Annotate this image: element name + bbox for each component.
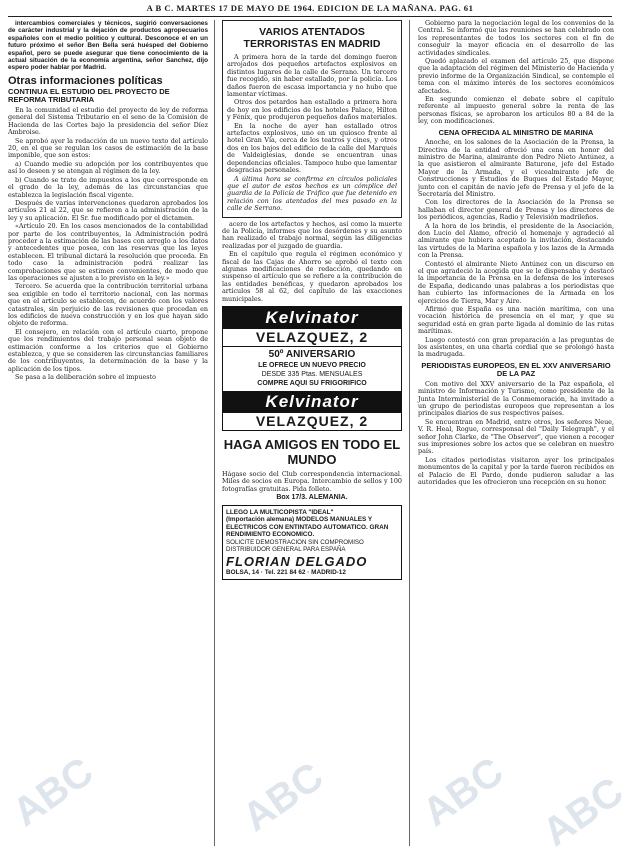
column-divider-2 — [409, 20, 410, 846]
paragraph: Después de varias intervenciones quedaron aprobados los artículos 21 al 22, que se refieren a la administración de la ley y su aplicación. El Sr. fue modificado por el dictamen. — [8, 198, 208, 222]
kelvinator-logo: Kelvinator — [223, 307, 401, 329]
paragraph: acero de los artefactos y hechos, así como la muerte de la Policía, informes que los desórdenes y su asunto han realizado el trabajo normal, según las diligencias realizadas por el juzgado de guardia. — [222, 219, 402, 250]
ad-demo: SOLICITE DEMOSTRACION SIN COMPROMISO — [226, 539, 364, 546]
paragraph: Los citados periodistas visitaron ayer los principales monumentos de la capital y por la tarde fueron recibidos en el Palacio de El Pardo, donde pudieron saludar a las autoridades que les ofrecieron una recepción en su honor. — [418, 455, 614, 486]
abc-watermark: ABC — [414, 749, 512, 835]
ad-price: DESDE 335 Ptas. MENSUALES — [261, 371, 363, 378]
column-divider-1 — [214, 20, 215, 846]
article-title-dinner: CENA OFRECIDA AL MINISTRO DE MARINA — [438, 127, 594, 137]
ad-address: VELAZQUEZ, 2 — [255, 413, 369, 429]
column-3 — [418, 20, 614, 848]
paragraph: Luego contestó con gran preparación a las preguntas de los asistentes, en una charla cordial que se prolongó hasta la madrugada. — [418, 335, 614, 359]
ad-description: (Importación alemana) MODELOS MANUALES Y ELECTRICOS CON ENTINTADO AUTOMATICO. GRAN RENDIMIENTO ECONOMICO. — [226, 516, 389, 539]
ad-cta: COMPRE AQUI SU FRIGORIFICO — [257, 380, 367, 387]
multicopista-advertisement — [222, 505, 402, 581]
column-1 — [8, 20, 208, 848]
abc-watermark: ABC — [234, 754, 332, 840]
kelvinator-logo: Kelvinator — [223, 391, 401, 413]
abc-watermark: ABC — [4, 749, 102, 835]
paragraph: En la comunidad el estudio del proyecto de ley de reforma general del Sistema Tributario en el seno de la Comisión de Hacienda de las Cortes bajo la presidencia del señor Díez Ambroise. — [8, 106, 208, 137]
paragraph: Con motivo del XXV aniversario de la Paz española, el ministro de Información y Turismo, como presidente de la Junta Interministerial de la Conmemoración, ha invitado a un grupo de periodistas europeos que representan a los principales diarios de sus respectivos países. — [418, 379, 614, 418]
paragraph: Gobierno para la negociación legal de los convenios de la Central. Se informó que las reuniones se han celebrado con los representantes de todos los sectores con el fin de conseguir la mayor eficacia en el desarrollo de las actividades sindicales. — [418, 19, 614, 57]
box-title: VARIOS ATENTADOS TERRORISTAS EN MADRID — [243, 26, 381, 50]
article-subtitle: CONTINUA EL ESTUDIO DEL PROYECTO DE REFORMA TRIBUTARIA — [8, 86, 170, 105]
ad-address: VELAZQUEZ, 2 — [223, 329, 401, 347]
header-rule — [8, 16, 612, 17]
abc-watermark: ABC — [534, 769, 632, 855]
intro-bold-paragraph: intercambios comerciales y técnicos, sugirió conversaciones de carácter industrial y la dejación de productos agropecuarios españoles con el medio político y cultural. Desconoce el en un futuro próximo el señor Ben Bella será huésped del Gobierno español, pero se puede asegurar que tiene conocimiento de la actual situación de la economía argentina, señor Sanchez, dijo espero poder hablar por Madrid. — [8, 20, 208, 72]
paragraph: Quedó aplazado el examen del artículo 25, que dispone que la adaptación del régimen del Ministerio de Hacienda y previo informe de la Organización Sindical, se contemple el tema con el máximo interés de los sectores económicos afectados. — [418, 57, 614, 95]
paragraph: En la noche de ayer han estallado otros artefactos explosivos, uno en un quiosco frente al hotel Gran Vía, cerca de los teatros y cines, y otros dos en los bajos del edificio de la calle del Marqués de Valdeiglesias, donde se encuentran unas dependencias oficiales. Tampoco hubo que lamentar desgracias personales. — [227, 121, 397, 175]
paragraph: a) Cuando medie su adopción por los contribuyentes que así lo deseen y se atengan al régimen de la ley. — [8, 159, 208, 176]
paragraph: Otros dos petardos han estallado a primera hora de hoy en los edificios de los hoteles Palace, Hilton y Fénix, que produjeron pequeños daños materiales. — [227, 98, 397, 122]
paragraph: En el capítulo que regula el régimen económico y fiscal de las Cajas de Ahorro se aprobó el texto con algunas modificaciones de redacción, quedando en suspenso el artículo que se refiere a la contribución de las entidades benéficas, y quedaron aprobados los artículos 58 al 62, del capítulo de las exacciones municipales. — [222, 250, 402, 303]
ad-company-name: FLORIAN DELGADO — [226, 553, 368, 569]
paragraph: Anoche, en los salones de la Asociación de la Prensa, la Directiva de la entidad ofreció una cena en honor del ministro de Marina, almirante don Pedro Nieto Antúnez, a la que asistieron el almirante Baturone, jefe del Estado Mayor de la Armada, y el vicealmirante jefe de Construcciones y Estudios de Buques del Estado Mayor, junto con el capitán de navío jefe de Prensa y el jefe de la Secretaría del Ministro. — [418, 138, 614, 198]
column-2 — [222, 20, 402, 848]
club-ad-text: Hágase socio del Club correspondencia internacional. Miles de socios en Europa. Intercambio de sellos y 100 fotografías gratuitas. Pida folleto. — [222, 470, 402, 493]
ad-company-address: BOLSA, 14 · Tel. 221 84 62 · MADRID-12 — [226, 568, 346, 576]
paragraph: Contestó el almirante Nieto Antúnez con un discurso en el que agradeció la acogida que se le dispensaba y destacó la importancia de la Prensa en la defensa de los intereses de España, dedicando unas palabras a los periodistas que han cubierto las informaciones de la Armada en los ejercicios de Tierra, Mar y Aire. — [418, 259, 614, 305]
kelvinator-advertisement — [222, 306, 402, 431]
paragraph: En segundo comienzo el debate sobre el capítulo referente al impuesto general sobre la renta de las personas físicas, se aprobaron los artículos 80 a 84 de la ley, con modificaciones. — [418, 95, 614, 126]
paragraph: Se aprobó ayer la redacción de un nuevo texto del artículo 20, en el que se regulan los casos de estimación de la base imponible, que son estos: — [8, 136, 208, 160]
paragraph: b) Cuando se trate de impuestos a los que corresponde en el grado de la ley, además de las circunstancias que establezca la legislación fiscal vigente. — [8, 175, 208, 199]
paragraph: Afirmó que España es una nación marítima, con una vocación histórica de presencia en el mar, y que su seguridad está en gran parte ligada al dominio de las rutas marítimas. — [418, 305, 614, 336]
page-header: A B C. MARTES 17 DE MAYO DE 1964. EDICION DE LA MAÑANA. PAG. 61 — [146, 3, 474, 13]
paragraph: Se pasa a la deliberación sobre el impuesto — [15, 373, 156, 382]
ad-distributor: DISTRIBUIDOR GENERAL PARA ESPAÑA — [226, 546, 346, 554]
terrorist-attacks-box — [222, 20, 402, 218]
italic-note — [227, 176, 397, 213]
paragraph: Se encuentran en Madrid, entre otros, los señores Neue, V. R. Heal, Rogue, corresponsal del "Daily Telegraph", y el señor John Clarke, de "The Observer", que vienen a recoger sus impresiones sobre los actos que se celebran en nuestro país. — [418, 417, 614, 456]
paragraph: Con los directores de la Asociación de la Prensa se hallaban el director general de Prensa y los directores de los periódicos, agencias, Radio y Televisión madrileños. — [418, 198, 614, 222]
club-ad-address: Box 17/3. ALEMANIA. — [276, 494, 348, 502]
ad-headline: LLEGO LA MULTICOPISTA "IDEAL" — [226, 508, 334, 516]
paragraph: A primera hora de la tarde del domingo fueron arrojados dos pequeños artefactos explosivos en distintos lugares de la calle de Serrano. Un tercero fue recogido, sin haber estallado, por la policía. Los daños fueron de escasa importancia y no hubo que lamentar víctimas. — [227, 53, 397, 99]
article-title-journalists: PERIODISTAS EUROPEOS, EN EL XXV ANIVERSARIO DE LA PAZ — [421, 360, 611, 379]
club-ad-headline: HAGA AMIGOS EN TODO EL MUNDO — [223, 437, 401, 467]
article-body — [8, 107, 208, 382]
paragraph: A la hora de los brindis, el presidente de la Asociación, don Lucio del Álamo, ofreció el homenaje y agradeció al almirante que hubiera aceptado la invitación, destacando las virtudes de la Marina española y los lazos de la Armada con la Prensa. — [418, 221, 614, 260]
section-title: Otras informaciones políticas — [8, 74, 163, 87]
paragraph: Tercero. Se acuerda que la contribución territorial urbana sea exigible en todo el territorio nacional, con las normas que en el artículo se establecen, de acuerdo con los valores catastrales, sin perjuicio de las revisiones que procedan en los edificios de nueva construcción y en los que hayan sido objeto de reforma. — [8, 282, 208, 328]
paragraph: A última hora se confirma en círculos policiales que el autor de estos hechos es un cómplice del guardia de la Policía de Tráfico que fue detenido en relación con los atentados del mes pasado en la calle de Serrano. — [227, 174, 397, 213]
ad-anniversary: 50º ANIVERSARIO — [268, 349, 356, 360]
ad-offer: LE OFRECE UN NUEVO PRECIO — [258, 362, 366, 369]
paragraph: «Artículo 20. En los casos mencionados de la contabilidad por parte de los contribuyentes, la Administración podrá proceder a la estimación de las bases con arreglo a los datos y antecedentes que posea, con las reservas que las leyes establecen. El tribunal dictará la resolución que proceda. En todo caso la administración podrá realizar las comprobaciones que se estimen convenientes, de modo que las operaciones se ajusten a lo previsto en la ley.» — [8, 222, 208, 282]
paragraph: El consejero, en relación con el artículo cuarto, propone que los rendimientos del trabajo personal sean objeto de estimación conforme a los criterios que el Gobierno establezca, y que se consideren las circunstancias familiares de los contribuyentes, la determinación de la base y la aplicación de los tipos. — [8, 327, 208, 373]
